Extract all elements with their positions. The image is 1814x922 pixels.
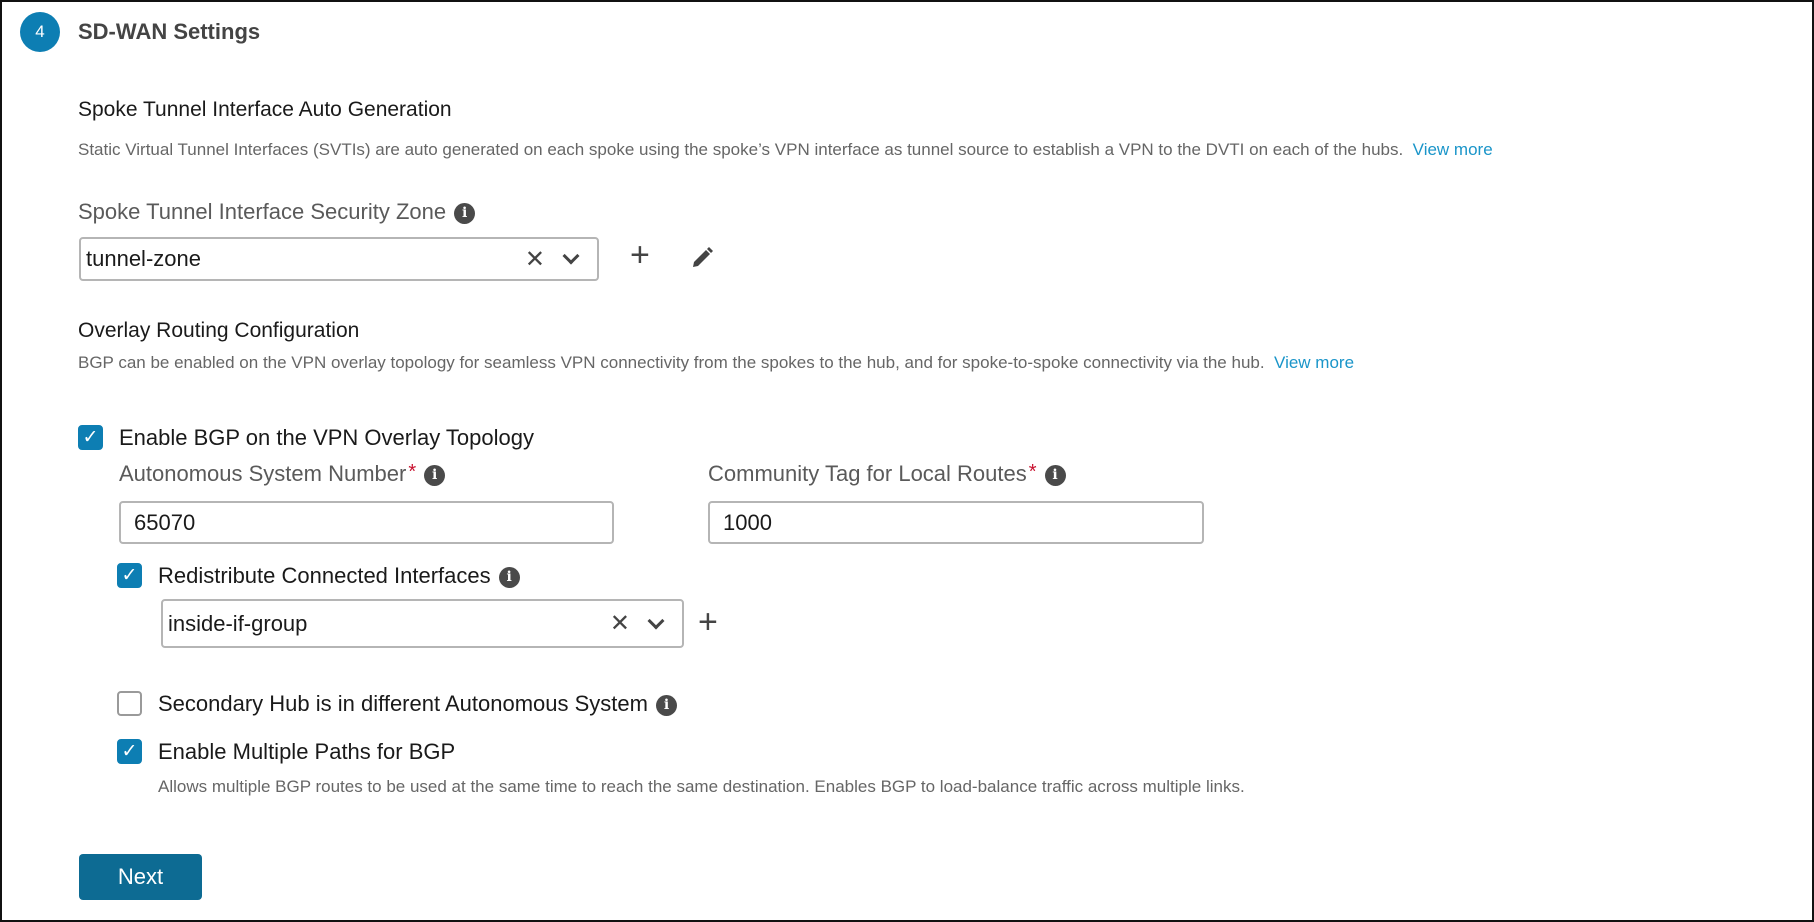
multipath-checkbox[interactable]: ✓ [117, 739, 142, 764]
clear-icon[interactable]: ✕ [524, 245, 545, 273]
label-text: Spoke Tunnel Interface Security Zone [78, 199, 447, 224]
asn-input[interactable] [119, 501, 614, 544]
enable-bgp-label: Enable BGP on the VPN Overlay Topology [119, 425, 534, 450]
edit-pencil-icon[interactable] [690, 246, 714, 275]
security-zone-label [78, 199, 475, 225]
multipath-label: Enable Multiple Paths for BGP [158, 739, 456, 764]
secondary-hub-checkbox[interactable] [117, 691, 142, 716]
step-number-badge: 4 [20, 12, 60, 52]
select-value: tunnel-zone [86, 246, 201, 271]
community-label [708, 461, 1066, 487]
next-button[interactable]: Next [79, 854, 202, 900]
info-icon[interactable]: i [424, 465, 445, 486]
redistribute-checkbox[interactable]: ✓ [117, 563, 142, 588]
secondary-hub-label [158, 691, 677, 717]
input-value: 65070 [134, 509, 196, 535]
info-icon[interactable]: i [656, 695, 677, 716]
overlay-heading: Overlay Routing Configuration [78, 319, 360, 342]
input-value: 1000 [723, 509, 772, 535]
redistribute-label [158, 563, 520, 589]
description-text: BGP can be enabled on the VPN overlay topology for seamless VPN connectivity from the spokes to the hub, and for spoke-to-spoke connectivity via the hub. [78, 353, 1265, 372]
add-zone-plus-icon[interactable]: + [630, 236, 650, 274]
label-text: Autonomous System Number [119, 461, 407, 486]
interface-group-select[interactable] [161, 599, 684, 648]
add-interface-group-plus-icon[interactable]: + [698, 603, 718, 641]
info-icon[interactable]: i [499, 567, 520, 588]
enable-bgp-checkbox[interactable]: ✓ [78, 425, 103, 450]
required-marker: * [408, 461, 417, 483]
description-text: Static Virtual Tunnel Interfaces (SVTIs) are auto generated on each spoke using the spoke’s VPN interface as tunnel source to establish a VPN to the DVTI on each of the hubs. [78, 140, 1404, 159]
label-text: Secondary Hub is in different Autonomous System [158, 691, 648, 716]
security-zone-select[interactable] [79, 237, 599, 281]
clear-icon[interactable]: ✕ [609, 610, 630, 637]
chevron-down-icon[interactable] [648, 612, 665, 629]
community-tag-input[interactable] [708, 501, 1204, 544]
required-marker: * [1028, 461, 1037, 483]
multipath-description: Allows multiple BGP routes to be used at the same time to reach the same destination. Enables BGP to load-balance traffic across multiple links. [158, 777, 1245, 796]
spoke-tunnel-heading: Spoke Tunnel Interface Auto Generation [78, 98, 452, 121]
label-text: Community Tag for Local Routes [708, 461, 1027, 486]
view-more-link[interactable]: View more [1412, 140, 1493, 159]
label-text: Redistribute Connected Interfaces [158, 563, 491, 588]
info-icon[interactable]: i [454, 203, 475, 224]
chevron-down-icon[interactable] [563, 248, 580, 265]
section-title: SD-WAN Settings [78, 19, 261, 44]
view-more-link[interactable]: View more [1274, 353, 1355, 372]
info-icon[interactable]: i [1045, 465, 1066, 486]
select-value: inside-if-group [168, 610, 308, 636]
spoke-tunnel-description [78, 140, 1493, 160]
overlay-description [78, 353, 1354, 373]
asn-label [119, 461, 445, 487]
